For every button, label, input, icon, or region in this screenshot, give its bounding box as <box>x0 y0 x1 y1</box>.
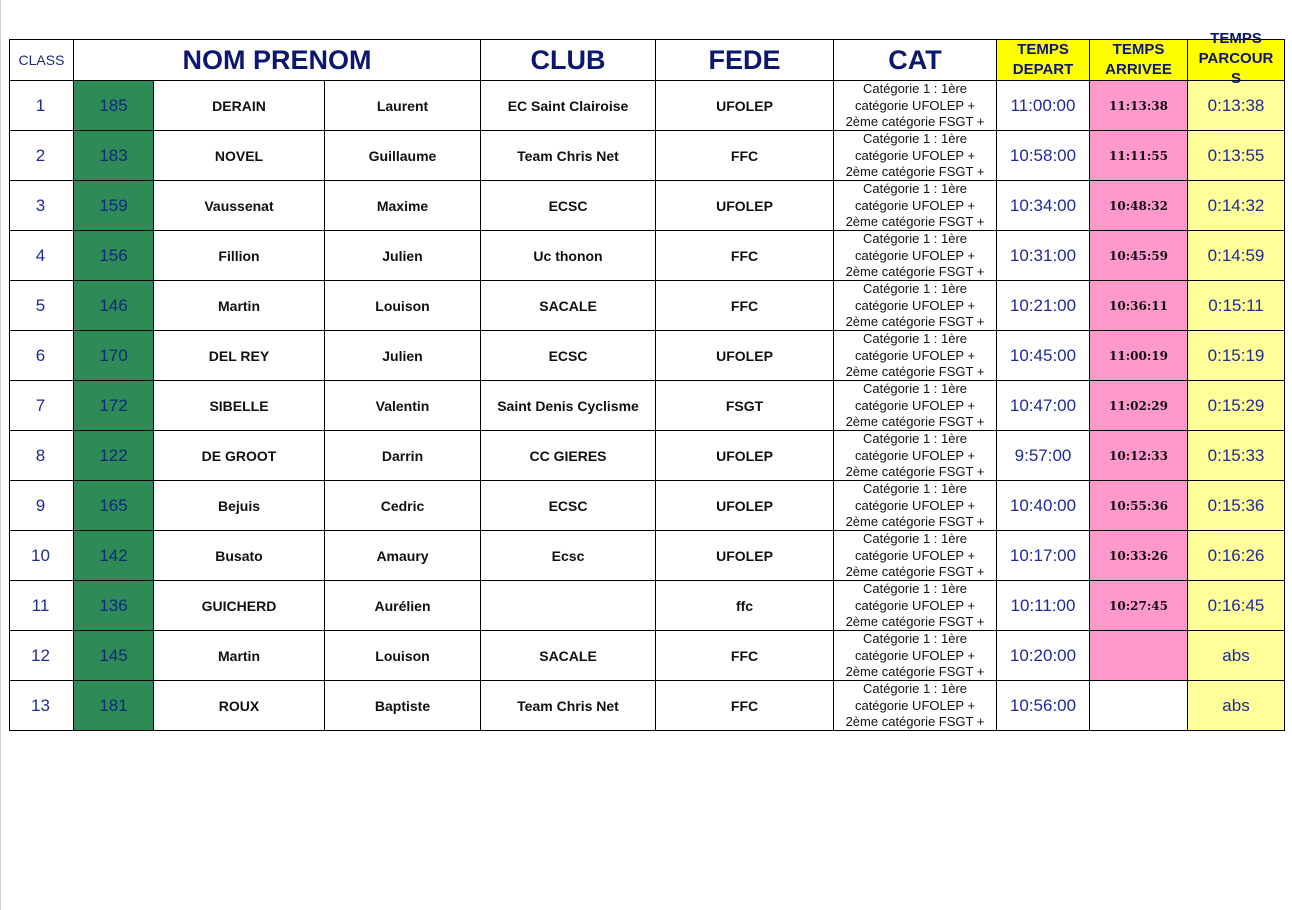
category-line-3: 2ème catégorie FSGT + <box>845 464 985 479</box>
header-temps-parcours-line1: TEMPS <box>1210 30 1262 47</box>
temps-parcours-cell: 0:13:38 <box>1188 81 1285 131</box>
category-line-1: Catégorie 1 : 1ère <box>862 131 968 146</box>
category-line-1: Catégorie 1 : 1ère <box>862 381 968 396</box>
category-cell <box>834 281 997 331</box>
temps-parcours-cell: 0:15:29 <box>1188 381 1285 431</box>
category-line-2: catégorie UFOLEP + <box>854 497 976 513</box>
temps-depart-cell: 10:20:00 <box>997 631 1090 681</box>
category-line-1: Catégorie 1 : 1ère <box>862 431 968 446</box>
fede-cell: ffc <box>656 581 834 631</box>
table-row <box>10 431 1285 481</box>
club-cell: Ecsc <box>481 531 656 581</box>
table-row <box>10 81 1285 131</box>
header-temps-arrivee <box>1090 40 1188 81</box>
header-temps-depart-line1: TEMPS <box>1017 41 1069 58</box>
header-class: CLASS <box>10 40 74 81</box>
category-line-3: 2ème catégorie FSGT + <box>845 264 985 279</box>
category-line-1: Catégorie 1 : 1ère <box>862 331 968 346</box>
table-row <box>10 281 1285 331</box>
club-cell: Team Chris Net <box>481 131 656 181</box>
category-line-2: catégorie UFOLEP + <box>854 547 976 563</box>
fede-cell: FFC <box>656 681 834 731</box>
rank-cell: 4 <box>10 231 74 281</box>
fede-cell: UFOLEP <box>656 431 834 481</box>
dossard-cell: 145 <box>74 631 154 681</box>
fede-cell: FFC <box>656 131 834 181</box>
header-fede: FEDE <box>656 40 834 81</box>
category-line-3: 2ème catégorie FSGT + <box>845 414 985 429</box>
category-line-3: 2ème catégorie FSGT + <box>845 364 985 379</box>
club-cell: Saint Denis Cyclisme <box>481 381 656 431</box>
dossard-cell: 185 <box>74 81 154 131</box>
temps-depart-cell: 10:21:00 <box>997 281 1090 331</box>
rank-cell: 3 <box>10 181 74 231</box>
rank-cell: 12 <box>10 631 74 681</box>
category-cell <box>834 631 997 681</box>
temps-arrivee-cell: 10:45:59 <box>1090 231 1188 281</box>
temps-parcours-cell: abs <box>1188 681 1285 731</box>
dossard-cell: 136 <box>74 581 154 631</box>
prenom-cell: Louison <box>325 631 481 681</box>
temps-parcours-cell: 0:14:59 <box>1188 231 1285 281</box>
category-line-2: catégorie UFOLEP + <box>854 597 976 613</box>
header-row <box>10 40 1285 81</box>
nom-cell: DE GROOT <box>154 431 325 481</box>
dossard-cell: 122 <box>74 431 154 481</box>
dossard-cell: 170 <box>74 331 154 381</box>
club-cell <box>481 581 656 631</box>
category-cell <box>834 231 997 281</box>
rank-cell: 6 <box>10 331 74 381</box>
club-cell: ECSC <box>481 481 656 531</box>
header-club: CLUB <box>481 40 656 81</box>
category-line-3: 2ème catégorie FSGT + <box>845 714 985 729</box>
category-cell <box>834 681 997 731</box>
fede-cell: FFC <box>656 231 834 281</box>
category-line-1: Catégorie 1 : 1ère <box>862 281 968 296</box>
temps-depart-cell: 10:56:00 <box>997 681 1090 731</box>
category-cell <box>834 581 997 631</box>
category-line-3: 2ème catégorie FSGT + <box>845 314 985 329</box>
category-line-1: Catégorie 1 : 1ère <box>862 231 968 246</box>
category-line-2: catégorie UFOLEP + <box>854 647 976 663</box>
category-line-2: catégorie UFOLEP + <box>854 147 976 163</box>
temps-parcours-cell: 0:15:11 <box>1188 281 1285 331</box>
prenom-cell: Guillaume <box>325 131 481 181</box>
prenom-cell: Louison <box>325 281 481 331</box>
category-cell <box>834 331 997 381</box>
prenom-cell: Maxime <box>325 181 481 231</box>
temps-depart-cell: 10:47:00 <box>997 381 1090 431</box>
temps-parcours-cell: 0:16:45 <box>1188 581 1285 631</box>
dossard-cell: 181 <box>74 681 154 731</box>
rank-cell: 2 <box>10 131 74 181</box>
category-line-3: 2ème catégorie FSGT + <box>845 114 985 129</box>
category-line-3: 2ème catégorie FSGT + <box>845 564 985 579</box>
category-cell <box>834 531 997 581</box>
temps-arrivee-cell: 11:02:29 <box>1090 381 1188 431</box>
category-cell <box>834 431 997 481</box>
header-temps-arrivee-line2: ARRIVEE <box>1105 61 1172 78</box>
temps-parcours-cell: 0:14:32 <box>1188 181 1285 231</box>
category-line-2: catégorie UFOLEP + <box>854 247 976 263</box>
dossard-cell: 172 <box>74 381 154 431</box>
category-cell <box>834 81 997 131</box>
nom-cell: Busato <box>154 531 325 581</box>
temps-arrivee-cell: 10:12:33 <box>1090 431 1188 481</box>
fede-cell: UFOLEP <box>656 181 834 231</box>
club-cell: ECSC <box>481 331 656 381</box>
temps-arrivee-cell: 10:48:32 <box>1090 181 1188 231</box>
temps-arrivee-cell: 11:11:55 <box>1090 131 1188 181</box>
nom-cell: SIBELLE <box>154 381 325 431</box>
nom-cell: GUICHERD <box>154 581 325 631</box>
header-temps-depart-line2: DEPART <box>1012 61 1074 78</box>
fede-cell: FFC <box>656 631 834 681</box>
temps-arrivee-cell: 11:13:38 <box>1090 81 1188 131</box>
rank-cell: 7 <box>10 381 74 431</box>
temps-depart-cell: 10:11:00 <box>997 581 1090 631</box>
prenom-cell: Cedric <box>325 481 481 531</box>
temps-depart-cell: 10:31:00 <box>997 231 1090 281</box>
category-line-3: 2ème catégorie FSGT + <box>845 164 985 179</box>
fede-cell: UFOLEP <box>656 331 834 381</box>
rank-cell: 5 <box>10 281 74 331</box>
category-line-1: Catégorie 1 : 1ère <box>862 81 968 96</box>
category-cell <box>834 131 997 181</box>
dossard-cell: 142 <box>74 531 154 581</box>
header-temps-parcours <box>1188 30 1285 87</box>
category-line-1: Catégorie 1 : 1ère <box>862 531 968 546</box>
table-row <box>10 481 1285 531</box>
category-line-2: catégorie UFOLEP + <box>854 97 976 113</box>
temps-arrivee-cell <box>1090 631 1188 681</box>
table-row <box>10 381 1285 431</box>
table-row <box>10 331 1285 381</box>
rank-cell: 8 <box>10 431 74 481</box>
dossard-cell: 146 <box>74 281 154 331</box>
header-cat: CAT <box>834 40 997 81</box>
category-line-3: 2ème catégorie FSGT + <box>845 514 985 529</box>
category-line-3: 2ème catégorie FSGT + <box>845 214 985 229</box>
temps-arrivee-cell: 10:55:36 <box>1090 481 1188 531</box>
temps-depart-cell: 11:00:00 <box>997 81 1090 131</box>
category-line-2: catégorie UFOLEP + <box>854 447 976 463</box>
club-cell: EC Saint Clairoise <box>481 81 656 131</box>
prenom-cell: Laurent <box>325 81 481 131</box>
dossard-cell: 183 <box>74 131 154 181</box>
table-row <box>10 181 1285 231</box>
table-row <box>10 581 1285 631</box>
rank-cell: 10 <box>10 531 74 581</box>
results-table <box>9 30 1285 731</box>
nom-cell: DEL REY <box>154 331 325 381</box>
table-row <box>10 131 1285 181</box>
club-cell: SACALE <box>481 631 656 681</box>
header-temps-parcours-line2: PARCOUR <box>1198 50 1274 67</box>
header-temps-depart <box>997 40 1090 81</box>
club-cell: ECSC <box>481 181 656 231</box>
nom-cell: ROUX <box>154 681 325 731</box>
dossard-cell: 165 <box>74 481 154 531</box>
club-cell: CC GIERES <box>481 431 656 481</box>
category-line-1: Catégorie 1 : 1ère <box>862 631 968 646</box>
nom-cell: NOVEL <box>154 131 325 181</box>
rank-cell: 11 <box>10 581 74 631</box>
temps-parcours-cell: 0:15:19 <box>1188 331 1285 381</box>
table-row <box>10 531 1285 581</box>
club-cell: Team Chris Net <box>481 681 656 731</box>
fede-cell: FFC <box>656 281 834 331</box>
fede-cell: UFOLEP <box>656 481 834 531</box>
club-cell: SACALE <box>481 281 656 331</box>
temps-arrivee-cell: 10:33:26 <box>1090 531 1188 581</box>
fede-cell: FSGT <box>656 381 834 431</box>
nom-cell: Martin <box>154 281 325 331</box>
fede-cell: UFOLEP <box>656 531 834 581</box>
category-line-2: catégorie UFOLEP + <box>854 297 976 313</box>
category-line-1: Catégorie 1 : 1ère <box>862 181 968 196</box>
table-row <box>10 631 1285 681</box>
prenom-cell: Darrin <box>325 431 481 481</box>
prenom-cell: Amaury <box>325 531 481 581</box>
prenom-cell: Julien <box>325 331 481 381</box>
temps-parcours-cell: 0:15:33 <box>1188 431 1285 481</box>
category-line-1: Catégorie 1 : 1ère <box>862 581 968 596</box>
category-line-2: catégorie UFOLEP + <box>854 697 976 713</box>
temps-depart-cell: 10:34:00 <box>997 181 1090 231</box>
header-temps-parcours-line3: S <box>1231 70 1242 87</box>
nom-cell: Bejuis <box>154 481 325 531</box>
page-left-border <box>0 0 1 910</box>
temps-parcours-cell: 0:13:55 <box>1188 131 1285 181</box>
temps-depart-cell: 10:40:00 <box>997 481 1090 531</box>
category-line-2: catégorie UFOLEP + <box>854 197 976 213</box>
nom-cell: DERAIN <box>154 81 325 131</box>
rank-cell: 9 <box>10 481 74 531</box>
rank-cell: 13 <box>10 681 74 731</box>
prenom-cell: Baptiste <box>325 681 481 731</box>
prenom-cell: Valentin <box>325 381 481 431</box>
category-cell <box>834 481 997 531</box>
temps-depart-cell: 10:45:00 <box>997 331 1090 381</box>
dossard-cell: 159 <box>74 181 154 231</box>
nom-cell: Vaussenat <box>154 181 325 231</box>
temps-depart-cell: 9:57:00 <box>997 431 1090 481</box>
temps-arrivee-cell <box>1090 681 1188 731</box>
temps-depart-cell: 10:17:00 <box>997 531 1090 581</box>
category-line-1: Catégorie 1 : 1ère <box>862 481 968 496</box>
temps-arrivee-cell: 10:36:11 <box>1090 281 1188 331</box>
nom-cell: Fillion <box>154 231 325 281</box>
temps-arrivee-cell: 10:27:45 <box>1090 581 1188 631</box>
prenom-cell: Aurélien <box>325 581 481 631</box>
temps-parcours-cell: abs <box>1188 631 1285 681</box>
rank-cell: 1 <box>10 81 74 131</box>
table-row <box>10 231 1285 281</box>
category-line-2: catégorie UFOLEP + <box>854 347 976 363</box>
prenom-cell: Julien <box>325 231 481 281</box>
header-temps-arrivee-line1: TEMPS <box>1112 41 1165 58</box>
temps-depart-cell: 10:58:00 <box>997 131 1090 181</box>
club-cell: Uc thonon <box>481 231 656 281</box>
nom-cell: Martin <box>154 631 325 681</box>
category-line-1: Catégorie 1 : 1ère <box>862 681 968 696</box>
category-cell <box>834 181 997 231</box>
table-row <box>10 681 1285 731</box>
category-cell <box>834 381 997 431</box>
temps-parcours-cell: 0:16:26 <box>1188 531 1285 581</box>
header-nom-prenom: NOM PRENOM <box>74 40 481 81</box>
fede-cell: UFOLEP <box>656 81 834 131</box>
category-line-3: 2ème catégorie FSGT + <box>845 664 985 679</box>
category-line-2: catégorie UFOLEP + <box>854 397 976 413</box>
temps-parcours-cell: 0:15:36 <box>1188 481 1285 531</box>
dossard-cell: 156 <box>74 231 154 281</box>
temps-arrivee-cell: 11:00:19 <box>1090 331 1188 381</box>
category-line-3: 2ème catégorie FSGT + <box>845 614 985 629</box>
